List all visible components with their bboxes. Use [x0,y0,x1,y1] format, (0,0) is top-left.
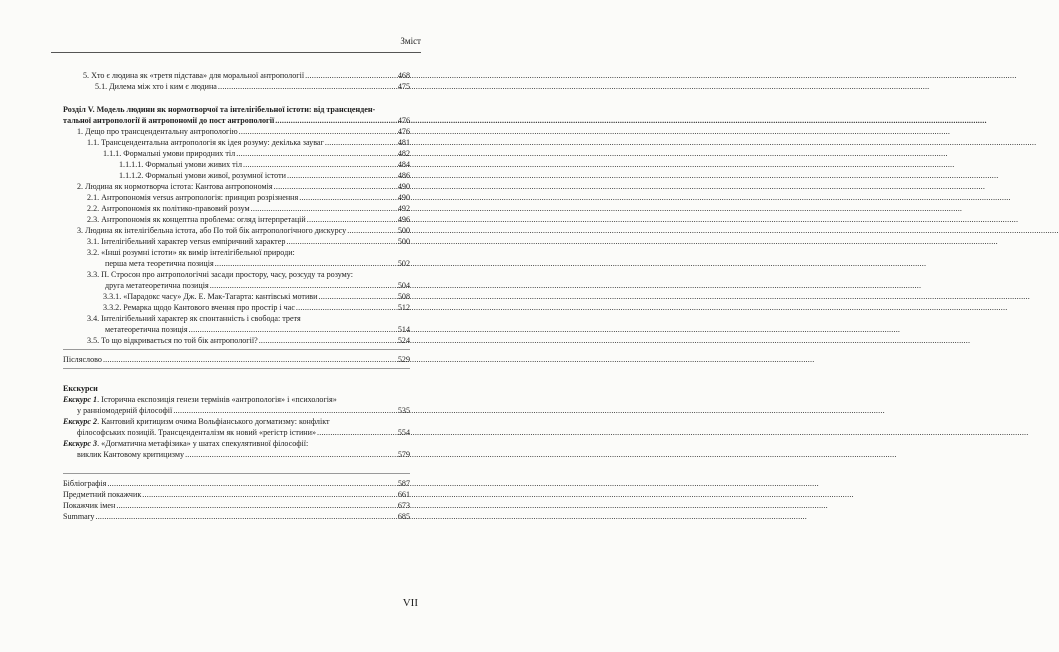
page-number: 587 [397,479,410,488]
excursus-entry-line-2: виклик Кантовому критицизму ..... 579 [63,449,410,460]
entry-title: 1. Дещо про трансцендентальну антропологію [77,127,238,136]
page-number: 524 [397,336,410,345]
entry-title: друга метатеоретична позиція [105,281,209,290]
excursus-entry-line-1 [63,416,410,427]
excursus-entry-line-2: філософських позицій. Трансценденталізм як новий «регістр істини» ..... 554 [63,427,410,438]
toc-entry [63,148,410,159]
section-5-heading [63,104,410,126]
entry-title: 1.1.1.2. Формальні умови живої, розумної істоти [119,171,286,180]
entry-title: Бібліографія [63,479,107,488]
entry-title: 3.4. Інтелігібельний характер як спонтанність і свобода: третя [87,314,301,323]
toc-entry [63,203,410,214]
page-number: 512 [397,303,410,312]
toc-entry [63,81,410,92]
entry-title: Предметний покажчик [63,490,142,499]
page-number: 514 [397,325,410,334]
page-number: 490 [397,193,410,202]
page-number: 529 [397,355,410,364]
entry-title: 1.1.1.1. Формальні умови живих тіл [119,160,242,169]
excursus-entry-line-1 [63,394,410,405]
toc-excursus-entries [63,394,410,460]
page-number: 475 [397,82,410,91]
entry-title: 1.1.1. Формальні умови природних тіл [103,149,236,158]
entry-title: 3.3.1. «Парадокс часу» Дж. Е. Мак-Тагарта: кантівські мотиви [103,292,318,301]
page-number: 492 [397,204,410,213]
page-number: 535 [397,406,410,415]
entry-title: 3.1. Інтелігібельний характер versus емпіричний характер [87,237,286,246]
toc-entry [63,214,410,225]
page-number: 673 [397,501,410,510]
page-number: 579 [397,450,410,459]
entry-title: 2. Людина як нормотворча істота: Кантова антропономія [77,182,273,191]
page-number: 508 [397,292,410,301]
page-number: 502 [397,259,410,268]
page-number: 476 [397,127,410,136]
excursus-label: Екскурс 2 [63,417,98,426]
entry-title: 2.1. Антропономія versus антропологія: принцип розрізнення [87,193,299,202]
entry-title: 2.3. Антропономія як концептна проблема: огляд інтерпретацій [87,215,306,224]
entry-title: перша мета теоретична позиція [105,259,214,268]
page-number: 486 [397,171,410,180]
divider [63,368,410,369]
page-number: 661 [397,490,410,499]
toc-entry [63,225,410,236]
divider [63,473,410,474]
page-number: 554 [397,428,410,437]
entry-title: 3. Людина як інтелігібельна істота, або По той бік антропологічного дискурсу [77,226,347,235]
entry-title: 3.3.2. Ремарка щодо Кантового вчення про простір і час [103,303,295,312]
toc-entry [63,511,410,522]
entry-title: 3.3. П. Стросон про антропологічні засади простору, часу, розсуду та розуму: [87,270,353,279]
page-number: 482 [397,149,410,158]
toc-entry [63,236,410,247]
toc-entry [63,478,410,489]
excursus-entry-line-1 [63,438,410,449]
excursus-title: . Кантовий критицизм очима Вольфіанського догматизму: конфлікт [97,417,330,426]
entry-title: метатеоретична позиція [105,325,188,334]
toc-entry [63,137,410,148]
page-number: 500 [397,226,410,235]
toc-entry [63,313,410,324]
toc-entry [63,258,410,269]
excursus-heading: Екскурси [63,384,98,393]
entry-title: 5. Хто є людина як «третя підстава» для моральної антропології [83,71,305,80]
toc-entry [63,489,410,500]
excursus-entry-line-2: у ранніомодерній філософії ..... 535 [63,405,410,416]
toc-entry [63,302,410,313]
toc-main-entries [63,126,410,346]
entry-title: Покажчик імен [63,501,116,510]
toc-entry [63,247,410,258]
page-number: 468 [397,71,410,80]
entry-title: 3.5. То що відкривається по той бік антропології? [87,336,258,345]
book-page [0,0,470,652]
toc-entry [63,170,410,181]
page-number: 481 [397,138,410,147]
divider [63,349,410,350]
page-number: 484 [397,160,410,169]
entry-title: 1.1. Трансцендентальна антропологія як ідея розуму: декілька зауваг [87,138,324,147]
toc-entry [63,335,410,346]
toc-entry [63,126,410,137]
section-5-line-2: тальної антропології й антропономії до пост антропології ..... 476 [63,115,410,126]
toc-entry [63,159,410,170]
entry-title: 2.2. Антропономія як політико-правовий розум [87,204,250,213]
page-folio: VII [402,597,418,609]
excursus-title: . «Догматична метафізика» у шатах спекулятивної філософії: [97,439,309,448]
table-of-contents [63,70,410,522]
toc-entry [63,181,410,192]
entry-title: 3.2. «Інші розумні істоти» як вимір інтелігібельної природи: [87,248,295,257]
section-5-line-1: Розділ V. Модель людини як нормотворчої та інтелігібельної істоти: від трансценден- [63,105,376,114]
toc-top-entries [63,70,410,92]
entry-title: 5.1. Дилема між хто і ким є людина [95,82,217,91]
excursus-label: Екскурс 1 [63,395,98,404]
toc-entry [63,500,410,511]
toc-entry [63,291,410,302]
toc-entry [63,192,410,203]
toc-entry [63,269,410,280]
entry-title: Summary [63,512,95,521]
excursus-label: Екскурс 3 [63,439,98,448]
page-number: 496 [397,215,410,224]
running-header: Зміст [51,36,421,53]
toc-entry [63,280,410,291]
page-number: 476 [397,116,410,125]
toc-entry [63,324,410,335]
page-number: 490 [397,182,410,191]
toc-entry [63,70,410,81]
page-number: 685 [397,512,410,521]
toc-entry-afterword: Післяслово ..... 529 [63,354,410,365]
toc-back-matter [63,478,410,522]
page-number: 504 [397,281,410,290]
excursus-title: . Історична експозиція генези термінів «антропологія» і «психологія» [97,395,337,404]
page-number: 500 [397,237,410,246]
